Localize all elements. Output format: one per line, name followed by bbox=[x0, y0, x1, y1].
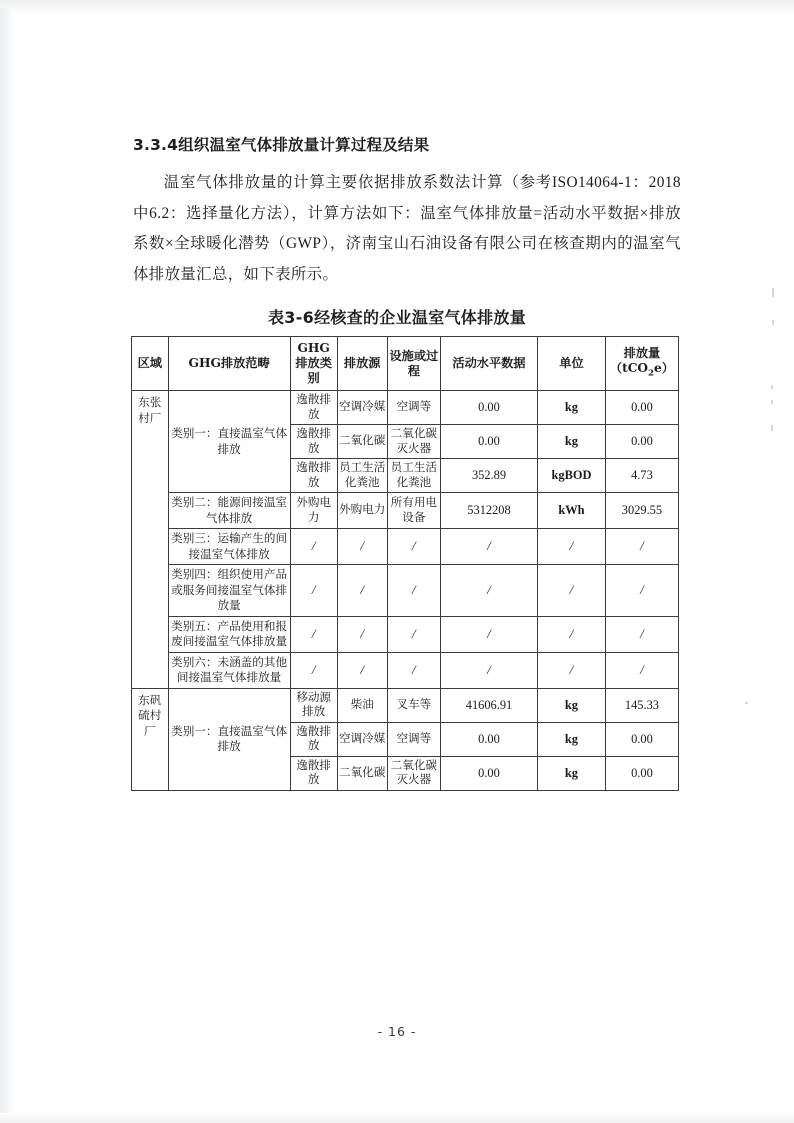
header-region: 区域 bbox=[132, 337, 169, 391]
table-row bbox=[132, 565, 679, 617]
body-paragraph: 温室气体排放量的计算主要依据排放系数法计算（参考ISO14064-1：2018中6.2：选择量化方法），计算方法如下：温室气体排放量=活动水平数据×排放系数×全球暖化潜势（GWP），济南宝山石油设备有限公司在核查期内的温室气体排放量汇总，如下表所示。 bbox=[133, 174, 681, 283]
cell-unit: / bbox=[538, 652, 606, 688]
cell-emission-amount: 0.00 bbox=[605, 391, 678, 425]
cell-ghg-scope: 类别一：直接温室气体排放 bbox=[168, 391, 290, 493]
cell-emission-amount: 0.00 bbox=[605, 722, 678, 756]
header-scope: GHG排放范畴 bbox=[168, 337, 290, 391]
table-row bbox=[132, 493, 679, 529]
cell-ghg-type: / bbox=[290, 529, 337, 565]
table-row bbox=[132, 616, 679, 652]
cell-emission-source: 二氧化碳 bbox=[337, 756, 387, 790]
cell-activity-data: / bbox=[440, 565, 537, 617]
header-facility: 设施或过程 bbox=[387, 337, 440, 391]
cell-emission-source: / bbox=[337, 529, 387, 565]
cell-emission-source: 二氧化碳 bbox=[337, 425, 387, 459]
cell-unit: kg bbox=[538, 425, 606, 459]
scan-speck bbox=[771, 425, 773, 431]
cell-ghg-type: 外购电力 bbox=[290, 493, 337, 529]
scan-speck bbox=[745, 702, 748, 704]
cell-facility-process: / bbox=[387, 529, 440, 565]
cell-unit: / bbox=[538, 565, 606, 617]
cell-emission-source: 员工生活化粪池 bbox=[337, 459, 387, 493]
header-activity: 活动水平数据 bbox=[440, 337, 537, 391]
scan-speck bbox=[772, 288, 774, 297]
cell-ghg-type: 移动源排放 bbox=[290, 688, 337, 722]
cell-unit: kgBOD bbox=[538, 459, 606, 493]
cell-ghg-scope: 类别二：能源间接温室气体排放 bbox=[168, 493, 290, 529]
cell-facility-process: / bbox=[387, 565, 440, 617]
cell-facility-process: / bbox=[387, 652, 440, 688]
scan-speck bbox=[771, 400, 773, 404]
cell-unit: kg bbox=[538, 722, 606, 756]
cell-unit: / bbox=[538, 616, 606, 652]
header-emission-line1: 排放量 bbox=[623, 345, 661, 360]
cell-unit: kg bbox=[538, 391, 606, 425]
cell-emission-source: 柴油 bbox=[337, 688, 387, 722]
cell-facility-process: 空调等 bbox=[387, 391, 440, 425]
cell-emission-amount: / bbox=[605, 529, 678, 565]
cell-ghg-type: / bbox=[290, 616, 337, 652]
cell-activity-data: 0.00 bbox=[440, 425, 537, 459]
cell-activity-data: / bbox=[440, 616, 537, 652]
cell-emission-source: 空调冷媒 bbox=[337, 722, 387, 756]
cell-ghg-type: / bbox=[290, 565, 337, 617]
cell-facility-process: 二氧化碳灭火器 bbox=[387, 425, 440, 459]
cell-unit: kg bbox=[538, 756, 606, 790]
cell-activity-data: 0.00 bbox=[440, 756, 537, 790]
cell-activity-data: / bbox=[440, 529, 537, 565]
cell-ghg-type: 逸散排放 bbox=[290, 459, 337, 493]
header-type: GHG排放类别 bbox=[290, 337, 337, 391]
header-source: 排放源 bbox=[337, 337, 387, 391]
table-row bbox=[132, 391, 679, 425]
scan-edge-bottom bbox=[0, 1113, 794, 1123]
table-caption: 表3-6经核查的企业温室气体排放量 bbox=[267, 308, 526, 327]
cell-emission-source: / bbox=[337, 565, 387, 617]
scan-edge-left bbox=[0, 8, 14, 1123]
cell-emission-amount: 4.73 bbox=[605, 459, 678, 493]
cell-emission-source: / bbox=[337, 652, 387, 688]
cell-ghg-type: 逸散排放 bbox=[290, 756, 337, 790]
cell-emission-source: / bbox=[337, 616, 387, 652]
cell-facility-process: 员工生活化粪池 bbox=[387, 459, 440, 493]
cell-facility-process: 空调等 bbox=[387, 722, 440, 756]
cell-facility-process: 叉车等 bbox=[387, 688, 440, 722]
cell-ghg-scope: 类别五：产品使用和报废间接温室气体排放量 bbox=[168, 616, 290, 652]
page-number-footer: - 16 - bbox=[377, 1024, 417, 1039]
cell-facility-process: 二氧化碳灭火器 bbox=[387, 756, 440, 790]
cell-ghg-scope: 类别六：未涵盖的其他间接温室气体排放量 bbox=[168, 652, 290, 688]
cell-ghg-type: 逸散排放 bbox=[290, 391, 337, 425]
table-header-row bbox=[132, 337, 679, 391]
cell-emission-amount: / bbox=[605, 652, 678, 688]
header-emission bbox=[605, 337, 678, 391]
cell-emission-amount: 3029.55 bbox=[605, 493, 678, 529]
cell-ghg-type: 逸散排放 bbox=[290, 425, 337, 459]
cell-emission-amount: 0.00 bbox=[605, 756, 678, 790]
cell-emission-source: 外购电力 bbox=[337, 493, 387, 529]
cell-emission-amount: 145.33 bbox=[605, 688, 678, 722]
greenhouse-gas-emissions-table bbox=[131, 336, 679, 791]
emissions-table-wrapper bbox=[131, 336, 679, 791]
header-unit: 单位 bbox=[538, 337, 606, 391]
cell-ghg-scope: 类别三：运输产生的间接温室气体排放 bbox=[168, 529, 290, 565]
cell-ghg-scope: 类别一：直接温室气体排放 bbox=[168, 688, 290, 790]
cell-activity-data: / bbox=[440, 652, 537, 688]
section-heading: 3.3.4组织温室气体排放量计算过程及结果 bbox=[133, 136, 430, 154]
cell-emission-amount: / bbox=[605, 616, 678, 652]
scan-speck bbox=[771, 385, 773, 389]
cell-region: 东张 村厂 bbox=[132, 391, 169, 689]
header-emission-line2: （tCO$_2$e） bbox=[609, 360, 674, 379]
cell-ghg-scope: 类别四：组织使用产品或服务间接温室气体排放量 bbox=[168, 565, 290, 617]
cell-activity-data: 352.89 bbox=[440, 459, 537, 493]
cell-emission-amount: / bbox=[605, 565, 678, 617]
table-row bbox=[132, 529, 679, 565]
cell-activity-data: 0.00 bbox=[440, 391, 537, 425]
cell-unit: kWh bbox=[538, 493, 606, 529]
cell-facility-process: / bbox=[387, 616, 440, 652]
cell-unit: / bbox=[538, 529, 606, 565]
table-row bbox=[132, 652, 679, 688]
cell-facility-process: 所有用电设备 bbox=[387, 493, 440, 529]
cell-activity-data: 0.00 bbox=[440, 722, 537, 756]
cell-activity-data: 5312208 bbox=[440, 493, 537, 529]
cell-ghg-type: / bbox=[290, 652, 337, 688]
table-body bbox=[132, 391, 679, 791]
cell-unit: kg bbox=[538, 688, 606, 722]
scan-edge-top bbox=[0, 0, 794, 14]
cell-emission-source: 空调冷媒 bbox=[337, 391, 387, 425]
table-row bbox=[132, 688, 679, 722]
cell-emission-amount: 0.00 bbox=[605, 425, 678, 459]
cell-region: 东矾 硫村 厂 bbox=[132, 688, 169, 790]
cell-activity-data: 41606.91 bbox=[440, 688, 537, 722]
cell-ghg-type: 逸散排放 bbox=[290, 722, 337, 756]
